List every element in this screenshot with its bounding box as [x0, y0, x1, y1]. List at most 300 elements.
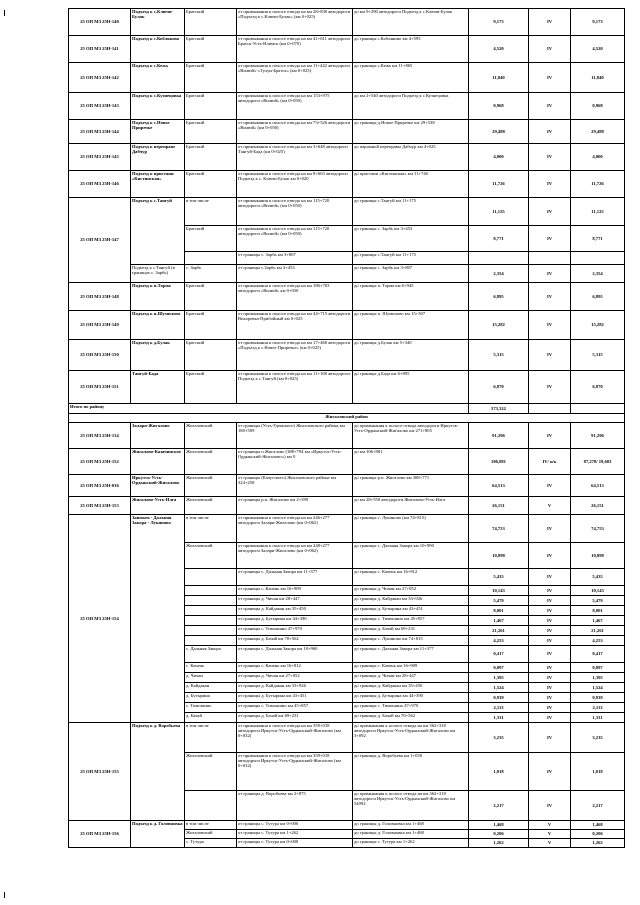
location-cell: в том числе: [185, 821, 237, 830]
road-name-cell: Подъезд к п.Шумилово: [131, 311, 185, 340]
road-name-cell: Подъезд к с.Новое Приречье: [131, 120, 185, 144]
table-row: [69, 423, 625, 449]
location-cell: [185, 606, 237, 616]
location-cell: Братский: [185, 144, 237, 171]
road-name-cell: Подъезд к с.Кежь: [131, 63, 185, 93]
road-code-cell: 25 ОП МЗ 25Н-149: [69, 311, 131, 340]
road-code-cell: 25 ОП МЗ 25Н-152: [69, 449, 131, 475]
length-by-category-cell: 1,524: [571, 683, 625, 693]
category-cell: IV: [529, 475, 571, 497]
table-row: [69, 311, 625, 340]
end-point-cell: до границы д. Воробьева км 1+050: [353, 753, 469, 791]
location-cell: в том числе: [185, 723, 237, 753]
road-name-cell: Подъезд к д. Воробьева: [131, 723, 185, 821]
table-row: [69, 171, 625, 198]
road-name-cell: Подъезд к с.Ключи-Булак: [131, 9, 185, 36]
location-cell: с. Зарбь: [185, 265, 237, 283]
table-body: [69, 9, 625, 848]
road-name-cell: Подъезд к переправе Дабчур: [131, 144, 185, 171]
end-point-cell: до границы д.Булак км 5+340: [353, 340, 469, 371]
location-cell: [185, 616, 237, 626]
end-point-cell: до границы с.Тангуй км 11+175: [353, 252, 469, 265]
category-cell: IV: [529, 791, 571, 821]
road-name-cell: Подъезд к с.Тангуй: [131, 198, 185, 265]
length-cell: 2,113: [469, 703, 529, 713]
start-point-cell: от границы с. Тимошино км 45+857: [237, 703, 353, 713]
length-cell: 5,315: [469, 340, 529, 371]
length-by-category-cell: 6,870: [571, 371, 625, 404]
road-name-cell: Подъезд к с.Кузнецовка: [131, 93, 185, 120]
road-code-cell: 25 ОП МЗ 25Н-141: [69, 36, 131, 63]
start-point-cell: от границы с. Дальняя Закора км 11+377: [237, 569, 353, 586]
length-cell: 0,097: [469, 663, 529, 673]
table-row: [69, 475, 625, 497]
length-cell: 91,296: [469, 423, 529, 449]
road-name-cell: Подъезд к д. Головновка: [131, 821, 185, 848]
category-cell: IV: [529, 723, 571, 753]
start-point-cell: от примыкания к полосе отвода на км 11+442 автодороги «Вилюй»-«Тулун-Братск» (км 0+025): [237, 63, 353, 93]
location-cell: Братский: [185, 120, 237, 144]
length-by-category-cell: 87,278/ 19,603: [571, 449, 625, 475]
start-point-cell: от границы д. Чичан км 28+447: [237, 596, 353, 606]
category-cell: IV: [529, 596, 571, 606]
location-cell: [185, 252, 237, 265]
length-cell: 1,467: [469, 616, 529, 626]
total-row: [69, 404, 625, 414]
end-point-cell: до км 2+540 автодороги Подъезд к с.Кузнецовка: [353, 93, 469, 120]
start-point-cell: от примыкания к полосе отвода на км 73+526 автодороги «Вилюй» (км 0+050): [237, 120, 353, 144]
end-point-cell: до границы д. Чичан км 27+052: [353, 586, 469, 596]
end-point-cell: до км 9+290 автодороги Подъезд к с.Ключи-Булак: [353, 9, 469, 36]
location-cell: [185, 596, 237, 606]
location-cell: Братский: [185, 283, 237, 311]
category-cell: V: [529, 821, 571, 830]
location-cell: Братский: [185, 63, 237, 93]
end-point-cell: до пристани «Кистинская» км 11+746: [353, 171, 469, 198]
length-cell: 6,895: [469, 283, 529, 311]
district-row: [69, 414, 625, 423]
location-cell: с. Тимошино: [185, 703, 237, 713]
length-by-category-cell: 8,001: [571, 606, 625, 616]
category-cell: IV: [529, 36, 571, 63]
location-cell: Жигаловский: [185, 497, 237, 515]
table-row: [69, 497, 625, 515]
category-cell: IV: [529, 673, 571, 683]
category-cell: IV: [529, 171, 571, 198]
length-by-category-cell: 91,296: [571, 423, 625, 449]
length-by-category-cell: 2,113: [571, 703, 625, 713]
total-label: Итого по району: [69, 404, 469, 414]
start-point-cell: от границы д. Бутырина км 44+390: [237, 616, 353, 626]
location-cell: Братский: [185, 171, 237, 198]
category-cell: IV: [529, 606, 571, 616]
length-cell: 74,753: [469, 515, 529, 543]
location-cell: Братский: [185, 9, 237, 36]
location-cell: д. Чичан: [185, 673, 237, 683]
location-cell: в том числе: [185, 198, 237, 226]
length-by-category-cell: 0,417: [571, 646, 625, 663]
start-point-cell: от границы с. Тутура км 0+000: [237, 821, 353, 830]
category-cell: IV: [529, 626, 571, 636]
table-row: [69, 36, 625, 63]
road-code-cell: 25 ОП МЗ 25Н-147: [69, 198, 131, 283]
road-name-cell: Жигалово-Казачинское: [131, 449, 185, 475]
length-by-category-cell: 5,435: [571, 569, 625, 586]
category-cell: V: [529, 839, 571, 848]
table-row: [69, 93, 625, 120]
category-cell: IV: [529, 636, 571, 646]
table-row: [69, 515, 625, 543]
table-row: [69, 340, 625, 371]
length-by-category-cell: 11,125: [571, 198, 625, 226]
road-name-cell: Подъезд к пристани «Кистинская»: [131, 171, 185, 198]
category-cell: IV: [529, 63, 571, 93]
end-point-cell: до границы с.Кежь км 11+865: [353, 63, 469, 93]
location-cell: Братский: [185, 340, 237, 371]
road-code-cell: 25 ОП МЗ 25Н-036: [69, 475, 131, 497]
start-point-cell: от примыкания к полосе отвода на км 153+975 автодороги «Вилюй» (км 0+050): [237, 93, 353, 120]
end-point-cell: до границы с. Лукиново (км 74+815): [353, 515, 469, 543]
end-point-cell: до границы д. Головновка км 1+468: [353, 830, 469, 839]
location-cell: с. Качень: [185, 663, 237, 673]
end-point-cell: до границы п. Тарма км 6+945: [353, 283, 469, 311]
length-cell: 8,001: [469, 606, 529, 616]
category-cell: IV: [529, 569, 571, 586]
table-row: [69, 723, 625, 753]
category-cell: IV: [529, 713, 571, 723]
start-point-cell: от границы д. Бутырина км 43+451: [237, 693, 353, 703]
table-row: [69, 371, 625, 404]
length-cell: 0,968: [469, 93, 529, 120]
length-by-category-cell: 21,261: [571, 626, 625, 636]
category-cell: IV: [529, 616, 571, 626]
road-code-cell: 25 ОП МЗ 25Н-150: [69, 340, 131, 371]
end-point-cell: до границы д. Кайдакан км 35+450: [353, 683, 469, 693]
road-name-cell: Подъезд к п.Тарма: [131, 283, 185, 311]
road-name-cell: Подъезд к с.Тангуй (в границах с. Зарбь): [131, 265, 185, 283]
start-point-cell: от примыкания к полосе отвода на км 44+715 автодороги Вихоревка-Прибойный км 0+025: [237, 311, 353, 340]
start-point-cell: от границы с. Дальняя Закора км 10+960: [237, 646, 353, 663]
road-code-cell: 25 ОП МЗ 25Н-142: [69, 63, 131, 93]
road-code-cell: 25 ОП МЗ 25Н-143: [69, 93, 131, 120]
end-point-cell: до паромной переправы Дабчур км 4+025: [353, 144, 469, 171]
start-point-cell: от примыкания к полосе отвода на км 246+277 автодороги Залари-Жигалово (км 0+062): [237, 515, 353, 543]
end-point-cell: до границы п. Шумилово км 15+307: [353, 311, 469, 340]
location-cell: д. Бутырина: [185, 693, 237, 703]
category-cell: IV: [529, 693, 571, 703]
length-cell: 15,282: [469, 311, 529, 340]
length-by-category-cell: 4,520: [571, 36, 625, 63]
category-cell: IV: [529, 144, 571, 171]
location-cell: с. Тутура: [185, 839, 237, 848]
location-cell: Братский: [185, 36, 237, 63]
length-by-category-cell: 1,467: [571, 616, 625, 626]
length-by-category-cell: 0,206: [571, 830, 625, 839]
category-cell: IV: [529, 265, 571, 283]
length-by-category-cell: 1,468: [571, 821, 625, 830]
location-cell: д. Бачай: [185, 713, 237, 723]
table-row: [69, 449, 625, 475]
category-cell: IV: [529, 120, 571, 144]
end-point-cell: до границы д. Головновка км 1+468: [353, 821, 469, 830]
length-by-category-cell: 1,395: [571, 673, 625, 683]
location-cell: Братский: [185, 311, 237, 340]
road-code-cell: 25 ОП МЗ 25Н-155: [69, 723, 131, 821]
end-point-cell: до границы с. Тимошино 47+970: [353, 703, 469, 713]
length-by-category-cell: [571, 252, 625, 265]
end-point-cell: до границы д. Бачай км 69+231: [353, 626, 469, 636]
end-point-cell: до примыкания к полосе отвода на км 362+318 автодороги Иркутск-Усть-Ордынский-Жигалово км 54092: [353, 791, 469, 821]
location-cell: Братский: [185, 93, 237, 120]
start-point-cell: от примыкания к полосе отвода на км 11+168 автодороги Подъезд к с.Тангуй (км 0+025): [237, 371, 353, 404]
length-cell: 4,000: [469, 144, 529, 171]
end-point-cell: до примыкания к полосе отвода на км 362+318 автодороги Иркутск-Усть-Ордынский-Жигалово км 3+092: [353, 723, 469, 753]
location-cell: Жигаловский: [185, 449, 237, 475]
category-cell: IV: [529, 283, 571, 311]
length-cell: 0,939: [469, 693, 529, 703]
end-point-cell: до границы д. Бачай км 70+562: [353, 713, 469, 723]
length-cell: 1,331: [469, 713, 529, 723]
length-by-category-cell: 4,000: [571, 144, 625, 171]
end-point-cell: до границы с. Дальняя Закора км 10+990: [353, 543, 469, 569]
road-code-cell: 25 ОП МЗ 25Н-146: [69, 171, 131, 198]
length-cell: 21,261: [469, 626, 529, 636]
length-cell: 8,771: [469, 226, 529, 252]
category-cell: V: [529, 830, 571, 839]
location-cell: [185, 791, 237, 821]
total-value: 573,322: [469, 404, 529, 414]
length-by-category-cell: 9,173: [571, 9, 625, 36]
road-code-cell: 25 ОП МЗ 25Н-145: [69, 144, 131, 171]
length-by-category-cell: 0,939: [571, 693, 625, 703]
road-code-cell: 25 ОП МЗ 25Н-144: [69, 120, 131, 144]
length-by-category-cell: 8,771: [571, 226, 625, 252]
start-point-cell: от границы (Качугского) Жигаловского района км 324+258: [237, 475, 353, 497]
length-cell: 1,524: [469, 683, 529, 693]
length-cell: 6,870: [469, 371, 529, 404]
road-registry-page: [68, 8, 624, 848]
end-point-cell: до границы с. Зарбь км 3+453: [353, 226, 469, 252]
road-code-cell: 25 ОП МЗ 25Н-134: [69, 423, 131, 449]
category-cell: IV: [529, 93, 571, 120]
start-point-cell: от примыкания к полосе отвода на км 28+830 автодороги «Подъезд к с.Ключи-Булак» (км 0+025): [237, 9, 353, 36]
length-by-category-cell: 10,898: [571, 543, 625, 569]
start-point-cell: от границы с. Качень км 16+812: [237, 663, 353, 673]
total-blank: [529, 404, 571, 414]
end-point-cell: до км 106+881: [353, 449, 469, 475]
end-point-cell: до границы с. Тимошино км 45+857: [353, 616, 469, 626]
length-by-category-cell: 11,840: [571, 63, 625, 93]
length-by-category-cell: 0,968: [571, 93, 625, 120]
start-point-cell: от границы д. Бачай км 70+562: [237, 636, 353, 646]
road-registry-table: [68, 8, 625, 848]
end-point-cell: до границы с.Кобляково км 4+595: [353, 36, 469, 63]
road-name-cell: Жигалово-Усть-Илга: [131, 497, 185, 515]
length-cell: 11,726: [469, 171, 529, 198]
start-point-cell: от границы с. Тутура км 0+000: [237, 839, 353, 848]
length-by-category-cell: 26,151: [571, 497, 625, 515]
category-cell: IV: [529, 311, 571, 340]
category-cell: IV: [529, 586, 571, 596]
length-cell: 10,143: [469, 586, 529, 596]
category-cell: V: [529, 497, 571, 515]
category-cell: IV: [529, 543, 571, 569]
end-point-cell: до км 28+550 автодороги Жигалово-Усть-Илга: [353, 497, 469, 515]
road-code-cell: 25 ОП МЗ 25Н-140: [69, 9, 131, 36]
length-by-category-cell: 4,253: [571, 636, 625, 646]
start-point-cell: от границы с. Зарбь км 3+807: [237, 252, 353, 265]
road-code-cell: 25 ОП МЗ 25Н-148: [69, 283, 131, 311]
table-row: [69, 63, 625, 93]
length-cell: 64,513: [469, 475, 529, 497]
length-by-category-cell: 10,143: [571, 586, 625, 596]
location-cell: [185, 626, 237, 636]
road-code-cell: 25 ОП МЗ 25Н-153: [69, 497, 131, 515]
category-cell: IV: [529, 646, 571, 663]
length-cell: 11,125: [469, 198, 529, 226]
location-cell: Жигаловский: [185, 753, 237, 791]
total-blank: [571, 404, 625, 414]
road-name-cell: Заимкея - Дальняя Закора - Лукиново: [131, 515, 185, 723]
scan-margin-mark: [4, 892, 5, 898]
length-cell: 5,435: [469, 569, 529, 586]
start-point-cell: от примыкания к полосе отвода на км 17+460 автодороги «Подъезд к с.Новое Приречье» (км 0+025): [237, 340, 353, 371]
length-cell: 4,253: [469, 636, 529, 646]
length-by-category-cell: 5,315: [571, 340, 625, 371]
table-row: [69, 821, 625, 830]
length-by-category-cell: 29,488: [571, 120, 625, 144]
end-point-cell: до границы д. Бутырина км 43+451: [353, 606, 469, 616]
location-cell: с. Дальняя Закора: [185, 646, 237, 663]
location-cell: [185, 586, 237, 596]
location-cell: д. Кайдакан: [185, 683, 237, 693]
length-by-category-cell: 74,753: [571, 515, 625, 543]
length-by-category-cell: 15,282: [571, 311, 625, 340]
road-code-cell: 25 ОП МЗ 25Н-151: [69, 371, 131, 404]
length-cell: 1,468: [469, 821, 529, 830]
start-point-cell: от границы д. Бачай км 69+231: [237, 713, 353, 723]
start-point-cell: от примыкания к полосе отвода на км 115+720 автодороги «Вилюй» (км 0+050): [237, 226, 353, 252]
category-cell: IV: [529, 515, 571, 543]
road-name-cell: Тангуй-Бада: [131, 371, 185, 404]
location-cell: Жигаловский: [185, 475, 237, 497]
category-cell: IV: [529, 226, 571, 252]
length-cell: 0,417: [469, 646, 529, 663]
category-cell: IV: [529, 423, 571, 449]
scan-margin-mark: [4, 10, 5, 16]
length-by-category-cell: 2,354: [571, 265, 625, 283]
end-point-cell: до примыкания к полосе отвода автодороги Иркутск-Усть-Ордынский-Жигалово км 271+805: [353, 423, 469, 449]
road-name-cell: Залари-Жигалово: [131, 423, 185, 449]
category-cell: IV: [529, 198, 571, 226]
length-by-category-cell: 1,262: [571, 839, 625, 848]
start-point-cell: от границы с. Тимошино 47+970: [237, 626, 353, 636]
road-code-cell: 25 ОП МЗ 25Н-154: [69, 515, 131, 723]
end-point-cell: до границы с.Тангуй км 11+175: [353, 198, 469, 226]
length-cell: 1,262: [469, 839, 529, 848]
length-cell: 4,520: [469, 36, 529, 63]
length-cell: 11,840: [469, 63, 529, 93]
location-cell: [185, 636, 237, 646]
length-cell: [469, 252, 529, 265]
start-point-cell: от границы п.Жигалово (388+794 км «Иркутск-Усть-Ордынский-Жигалово») км 0: [237, 449, 353, 475]
start-point-cell: от границы р.п. Жигалово км 2+399: [237, 497, 353, 515]
length-cell: 2,354: [469, 265, 529, 283]
road-name-cell: Подъезд к д.Булак: [131, 340, 185, 371]
end-point-cell: до границы с. Зарбь км 3+807: [353, 265, 469, 283]
start-point-cell: от границы д. Воробьева км 2+875: [237, 791, 353, 821]
start-point-cell: от границы с.Зарбь км 3+453: [237, 265, 353, 283]
category-cell: IV: [529, 340, 571, 371]
start-point-cell: от примыкания к полосе отвода на км 41+611 автодороги Братск-Усть-Илимск (км 0+070): [237, 36, 353, 63]
start-point-cell: от границы д. Кайдакан км 33+926: [237, 683, 353, 693]
length-by-category-cell: 0,097: [571, 663, 625, 673]
length-by-category-cell: 5,479: [571, 596, 625, 606]
start-point-cell: от границы с. Качень км 16+909: [237, 586, 353, 596]
district-heading: Жигаловский район: [69, 414, 625, 423]
table-row: [69, 9, 625, 36]
length-cell: 5,479: [469, 596, 529, 606]
end-point-cell: до границы р.п. Жигалово км 388+771: [353, 475, 469, 497]
category-cell: IV: [529, 9, 571, 36]
category-cell: IV: [529, 663, 571, 673]
category-cell: IV: [529, 371, 571, 404]
start-point-cell: от границы д. Чичан км 27+052: [237, 673, 353, 683]
end-point-cell: до границы с. Лукиново км 74+815: [353, 636, 469, 646]
road-name-cell: Подъезд к с.Кобляково: [131, 36, 185, 63]
location-cell: Жигаловский: [185, 543, 237, 569]
category-cell: IV/ н/к: [529, 449, 571, 475]
start-point-cell: от примыкания к полосе отвода на км 115+720 автодороги «Вилюй» (км 0+050): [237, 198, 353, 226]
length-by-category-cell: 2,217: [571, 791, 625, 821]
location-cell: [185, 569, 237, 586]
road-name-cell: Иркутск-Усть-Ордынский-Жигалово: [131, 475, 185, 497]
length-by-category-cell: 3,235: [571, 723, 625, 753]
location-cell: Братский: [185, 371, 237, 404]
length-cell: 3,235: [469, 723, 529, 753]
start-point-cell: от примыкания к полосе отвода на км 186+703 автодороги «Вилюй» км 0+050: [237, 283, 353, 311]
length-cell: 1,395: [469, 673, 529, 683]
location-cell: Братский: [185, 226, 237, 252]
location-cell: Жигаловский: [185, 423, 237, 449]
table-row: [69, 144, 625, 171]
start-point-cell: от границы с. Тутура км 1+262: [237, 830, 353, 839]
end-point-cell: до границы с. Дальняя Закора км 11+377: [353, 646, 469, 663]
table-row: [69, 265, 625, 283]
length-cell: 26,151: [469, 497, 529, 515]
location-cell: в том числе: [185, 515, 237, 543]
road-code-cell: 25 ОП МЗ 25Н-156: [69, 821, 131, 848]
end-point-cell: до границы с. Тутура км 1+262: [353, 839, 469, 848]
length-by-category-cell: 11,726: [571, 171, 625, 198]
length-by-category-cell: 6,895: [571, 283, 625, 311]
start-point-cell: от границы (Усть-Удинского) Жигаловского района км 180+509: [237, 423, 353, 449]
end-point-cell: до границы д.Новое Приречье км 29+538: [353, 120, 469, 144]
table-row: [69, 283, 625, 311]
end-point-cell: до границы д. Бутырина км 44+390: [353, 693, 469, 703]
end-point-cell: до границы д.Бада км 6+895: [353, 371, 469, 404]
start-point-cell: от примыкания к полосе отвода на км 3+648 автодороги Тангуй-Бада (км 0+025): [237, 144, 353, 171]
length-cell: 10,898: [469, 543, 529, 569]
start-point-cell: от примыкания к полосе отвода на км 8+663 автодороги Подъезд к с. Ключи-Булак км 0+020: [237, 171, 353, 198]
length-cell: 29,488: [469, 120, 529, 144]
length-by-category-cell: 64,513: [571, 475, 625, 497]
category-cell: IV: [529, 683, 571, 693]
end-point-cell: до границы с. Качень км 16+909: [353, 663, 469, 673]
location-cell: Жигаловский: [185, 830, 237, 839]
length-cell: 0,206: [469, 830, 529, 839]
end-point-cell: до границы д. Чичан км 28+447: [353, 673, 469, 683]
